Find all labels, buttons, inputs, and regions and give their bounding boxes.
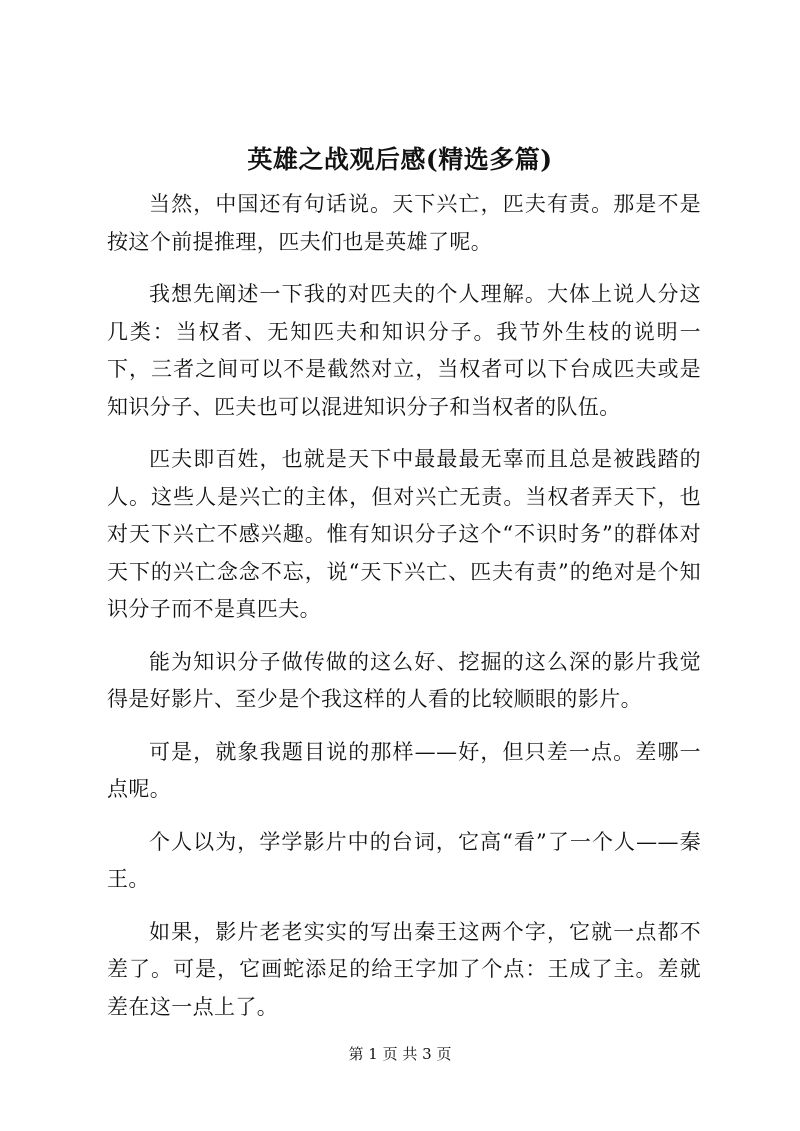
paragraph-1: 当然，中国还有句话说。天下兴亡，匹夫有责。那是不是按这个前提推理，匹夫们也是英雄了呢。 (107, 192, 701, 254)
paragraph-5: 可是，就象我题目说的那样——好，但只差一点。差哪一点呢。 (107, 739, 701, 801)
page-number-label: 第 1 页 共 3 页 (348, 1045, 452, 1063)
paragraph-6: 个人以为，学学影片中的台词，它高“看”了一个人——秦王。 (107, 829, 701, 891)
paragraph-4: 能为知识分子做传做的这么好、挖掘的这么深的影片我觉得是好影片、至少是个我这样的人看的比较顺眼的影片。 (107, 649, 701, 711)
document-title: 英雄之战观后感(精选多篇) (247, 145, 553, 174)
paragraph-7: 如果，影片老老实实的写出秦王这两个字，它就一点都不差了。可是，它画蛇添足的给王字加了个点：王成了主。差就差在这一点上了。 (107, 919, 701, 1019)
paragraph-3: 匹夫即百姓，也就是天下中最最最无辜而且总是被践踏的人。这些人是兴亡的主体，但对兴亡无责。当权者弄天下，也对天下兴亡不感兴趣。惟有知识分子这个“不识时务”的群体对天下的兴亡念念不忘，说“天下兴亡、匹夫有责”的绝对是个知识分子而不是真匹夫。 (107, 447, 701, 621)
document-body (107, 186, 701, 1041)
page-footer (0, 1044, 800, 1064)
paragraph-2: 我想先阐述一下我的对匹夫的个人理解。大体上说人分这几类：当权者、无知匹夫和知识分子。我节外生枝的说明一下，三者之间可以不是截然对立，当权者可以下台成匹夫或是知识分子、匹夫也可以混进知识分子和当权者的队伍。 (107, 282, 701, 419)
